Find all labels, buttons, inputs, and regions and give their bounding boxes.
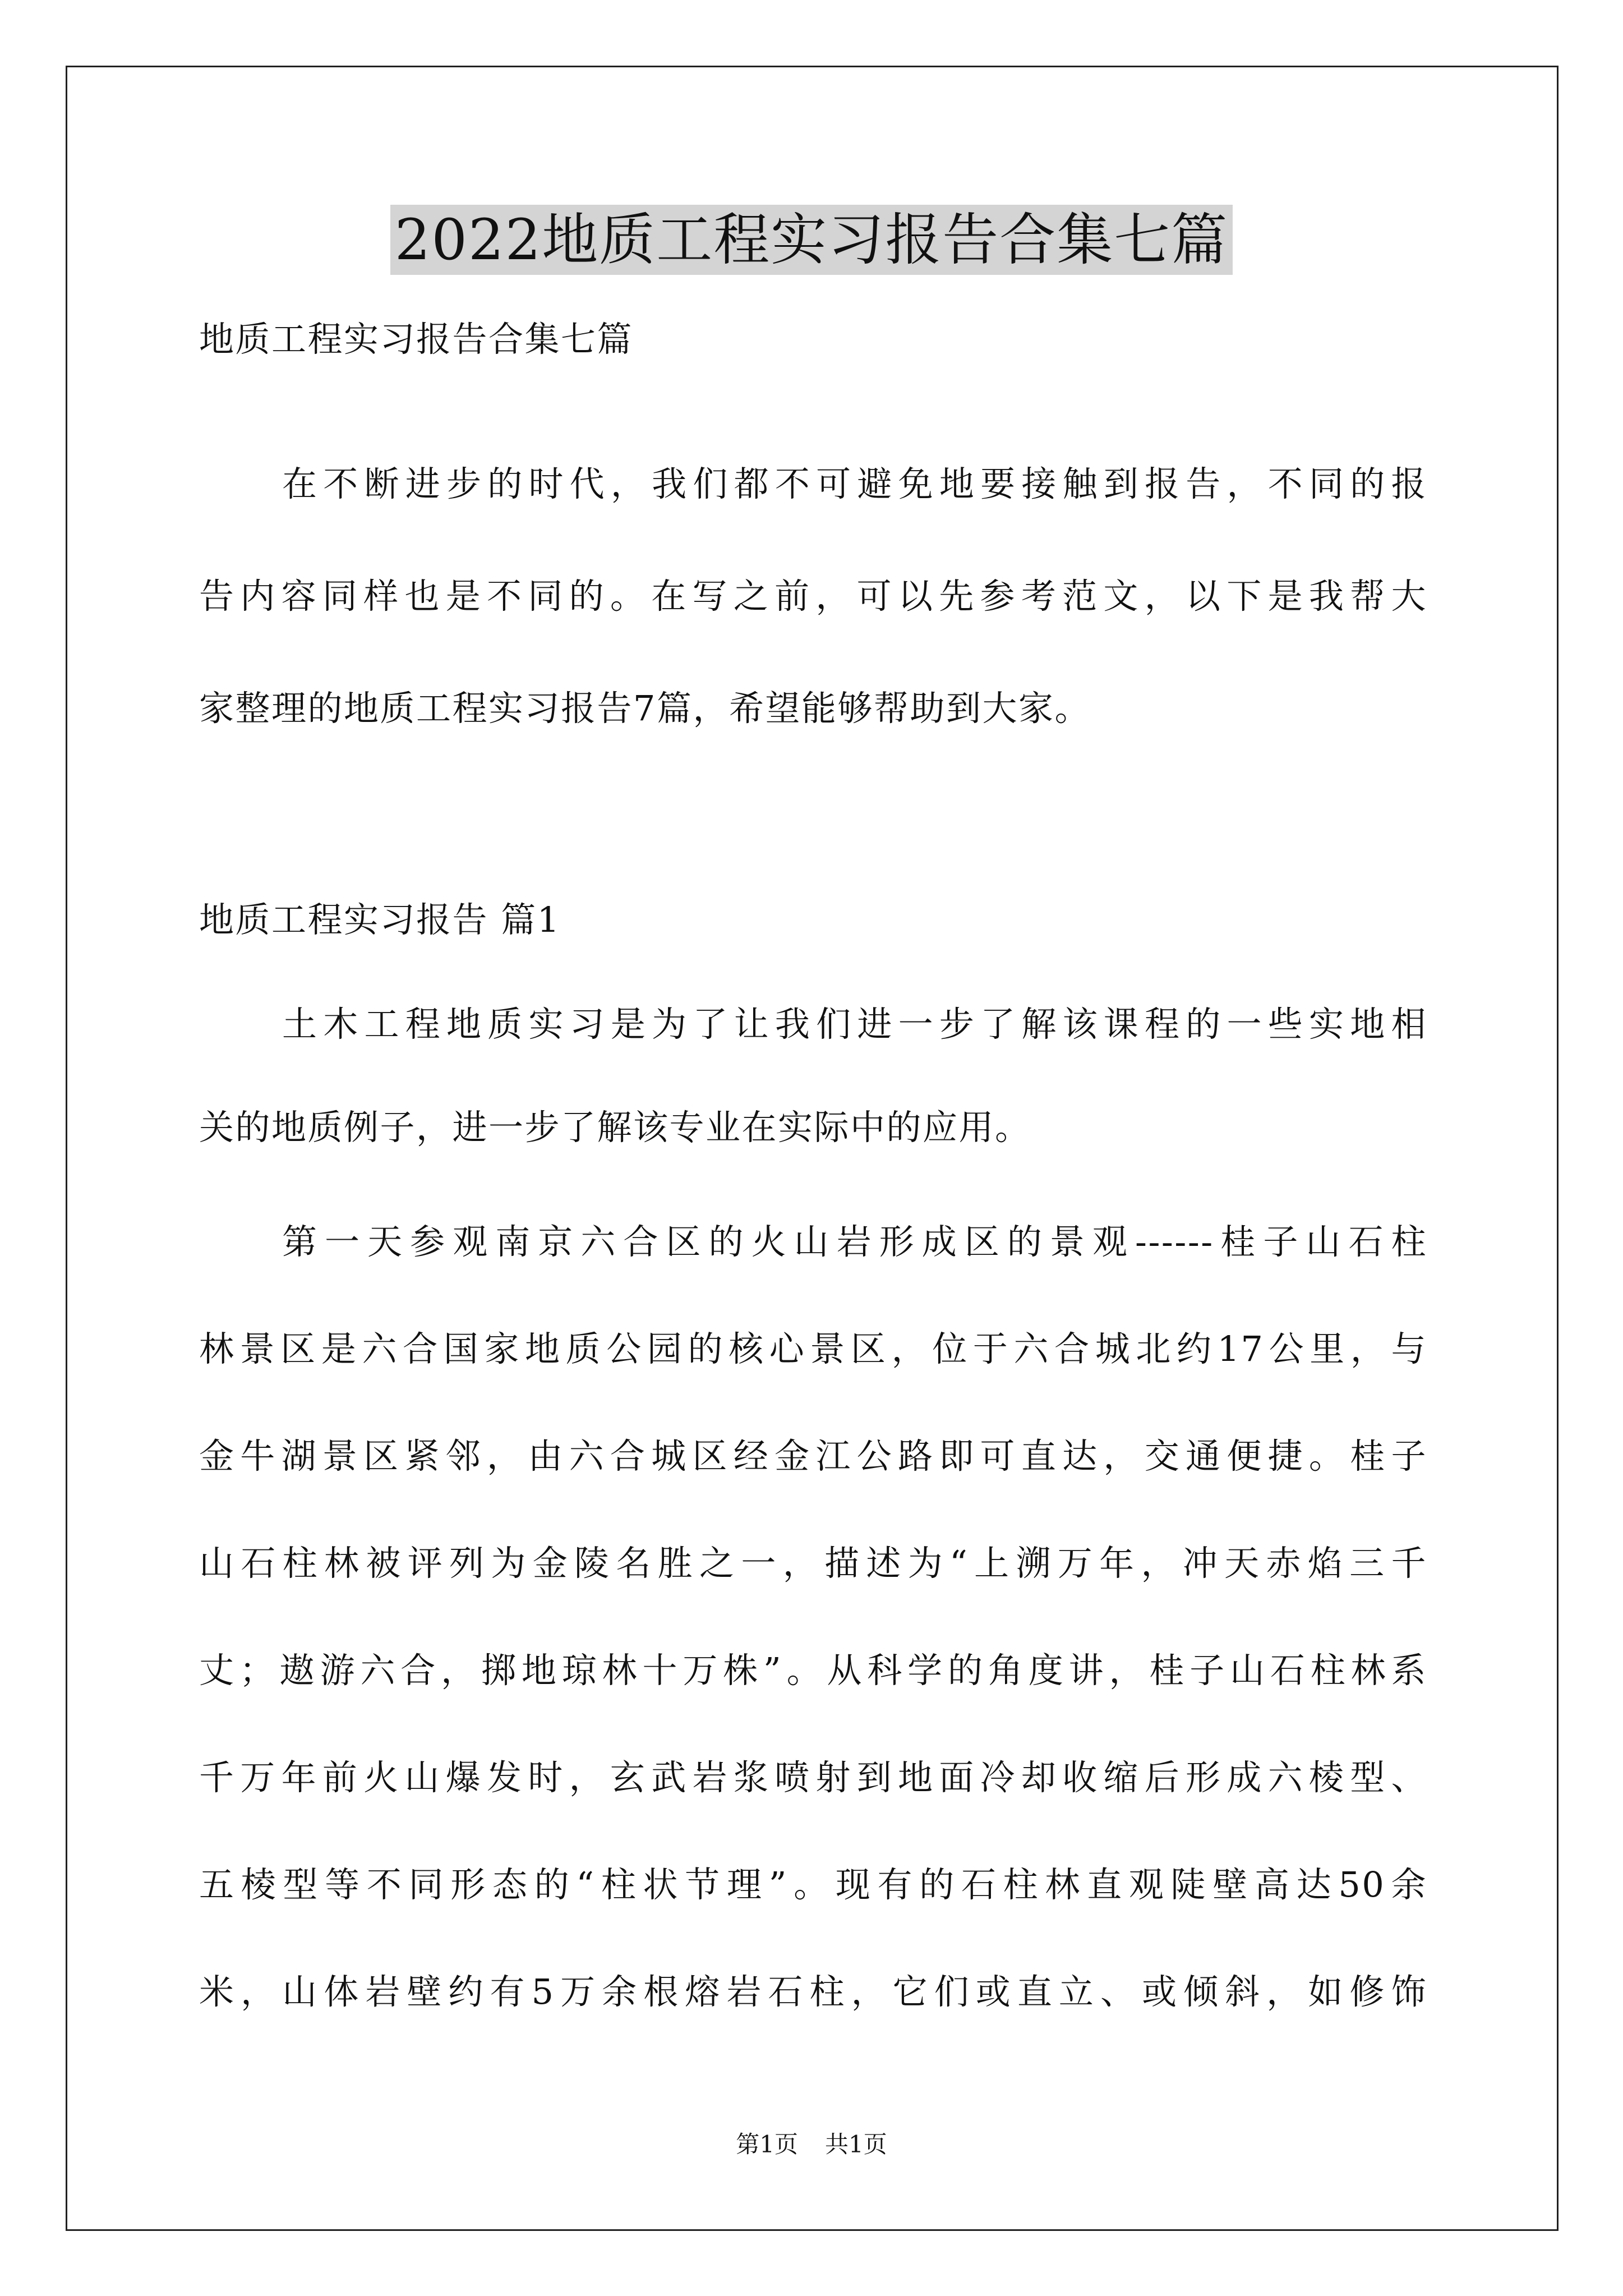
paragraph2-line-3: 金牛湖景区紧邻，由六合城区经金江公路即可直达，交通便捷。桂子 xyxy=(199,1435,1427,1476)
intro-line-2: 告内容同样也是不同的。在写之前，可以先参考范文，以下是我帮大 xyxy=(199,576,1427,616)
paragraph2-line-1: 第一天参观南京六合区的火山岩形成区的景观------桂子山石柱 xyxy=(282,1221,1427,1262)
intro-line-1: 在不断进步的时代，我们都不可避免地要接触到报告，不同的报 xyxy=(282,463,1427,504)
page-total: 共1页 xyxy=(825,2131,887,2158)
paragraph2-line-2: 林景区是六合国家地质公园的核心景区，位于六合城北约17公里，与 xyxy=(199,1328,1427,1369)
paragraph2-line-7: 五棱型等不同形态的“柱状节理”。现有的石柱林直观陡壁高达50余 xyxy=(199,1864,1427,1905)
page-footer xyxy=(0,2128,1623,2161)
paragraph1-line-2: 关的地质例子，进一步了解该专业在实际中的应用。 xyxy=(199,1107,1031,1148)
paragraph2-line-6: 千万年前火山爆发时，玄武岩浆喷射到地面冷却收缩后形成六棱型、 xyxy=(199,1757,1427,1798)
document-title xyxy=(0,201,1623,279)
document-title-text: 2022地质工程实习报告合集七篇 xyxy=(390,205,1233,275)
paragraph2-line-5: 丈；遨游六合，掷地琼林十万株”。从科学的角度讲，桂子山石柱林系 xyxy=(199,1650,1427,1691)
paragraph2-line-4: 山石柱林被评列为金陵名胜之一，描述为“上溯万年，冲天赤焰三千 xyxy=(199,1543,1427,1584)
paragraph2-line-8: 米，山体岩壁约有5万余根熔岩石柱，它们或直立、或倾斜，如修饰 xyxy=(199,1971,1427,2012)
section-heading: 地质工程实习报告 篇1 xyxy=(199,899,561,940)
paragraph1-line-1: 土木工程地质实习是为了让我们进一步了解该课程的一些实地相 xyxy=(282,1004,1427,1045)
document-subtitle: 地质工程实习报告合集七篇 xyxy=(199,319,634,360)
page-number: 第1页 xyxy=(736,2131,798,2158)
intro-line-3: 家整理的地质工程实习报告7篇，希望能够帮助到大家。 xyxy=(199,688,1091,729)
